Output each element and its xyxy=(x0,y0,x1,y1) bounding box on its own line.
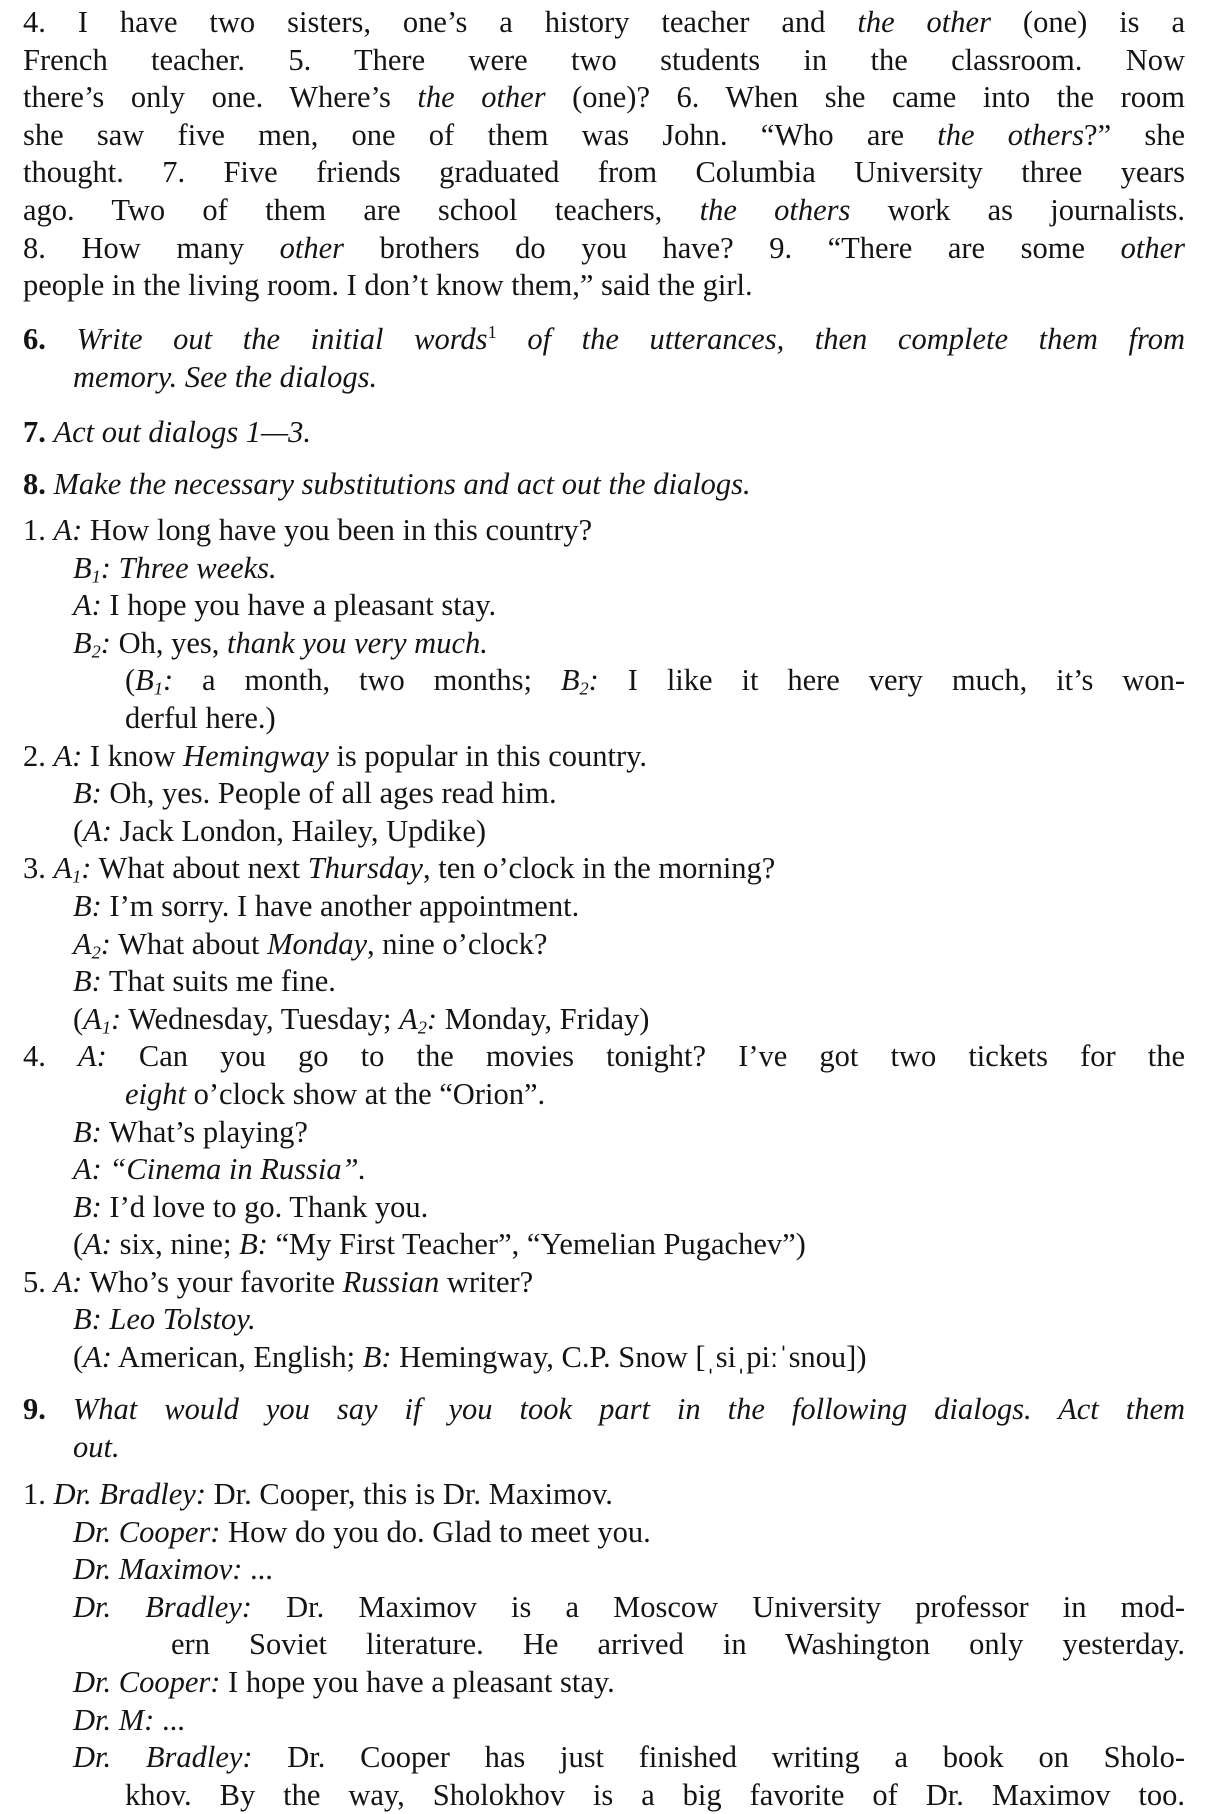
exercise-8-dialogs xyxy=(23,512,1185,1377)
speaker: A: xyxy=(73,1152,102,1187)
dialog-number: 3. xyxy=(23,851,46,886)
instruction: Make the necessary substitutions and act out the dialogs. xyxy=(53,467,751,501)
emphasis: thank you very much. xyxy=(227,625,488,660)
dialog-5-substitution: (A: American, English; B: Hemingway, C.P. Snow [ˌsiˌpiːˈsnou]) xyxy=(73,1340,867,1375)
dialog-1-line xyxy=(23,587,1185,625)
instruction: out. xyxy=(73,1429,120,1464)
speaker: B: xyxy=(73,1114,102,1149)
dialog-1-line xyxy=(23,625,1185,663)
exercise-number: 6. xyxy=(23,322,46,356)
speaker: Dr. Bradley: xyxy=(53,1477,206,1511)
dialog-3-line: $A_2$: What about Monday, nine o’clock? xyxy=(73,926,548,963)
text-run: 4. I have two sisters, one’s a history teacher and xyxy=(23,5,826,39)
exercise-9 xyxy=(23,1391,1185,1466)
speaker: Dr. Cooper: xyxy=(73,1514,221,1549)
speaker: A: xyxy=(73,588,102,623)
speaker: A: xyxy=(83,1227,112,1262)
emphasis: eight xyxy=(125,1076,186,1111)
dialog-line: Dr. Cooper: I hope you have a pleasant stay. xyxy=(73,1664,615,1699)
dialog-number: 2. xyxy=(23,738,46,773)
dialog-1-substitution: derful here.) xyxy=(125,700,276,735)
emphasis: Thursday xyxy=(307,851,423,886)
dialog-line: Dr. Bradley: Dr. Maximov is a Moscow University professor in mod- xyxy=(73,1589,1185,1624)
dialog-1-line xyxy=(23,550,1185,588)
emphasis: Hemingway xyxy=(183,738,329,773)
text-line xyxy=(23,466,1185,504)
exercise-number: 8. xyxy=(23,467,46,501)
speaker: Dr. M: xyxy=(73,1702,155,1737)
dialog-2-line: B: Oh, yes. People of all ages read him. xyxy=(73,776,557,811)
dialog-line: Dr. Bradley: Dr. Cooper has just finished writing a book on Sholo- xyxy=(73,1740,1185,1775)
text-line xyxy=(23,1391,1185,1429)
speaker: $B_2$: xyxy=(73,625,111,662)
emphasis: the others xyxy=(699,192,851,227)
speaker: B: xyxy=(73,888,102,923)
instruction: of the utterances, then complete them from xyxy=(527,322,1185,356)
text-line xyxy=(23,359,1185,397)
exercise-7 xyxy=(23,414,1185,452)
instruction: What would you say if you took part in the following dialogs. Act them xyxy=(72,1392,1185,1426)
dialog-5-line: 5. A: Who’s your favorite Russian writer? xyxy=(23,1264,534,1299)
speaker: A: xyxy=(83,813,112,848)
speaker: B: xyxy=(362,1340,392,1375)
text-line xyxy=(23,414,1185,452)
speaker: A: xyxy=(53,1264,83,1299)
dialog-line: Dr. Cooper: How do you do. Glad to meet you. xyxy=(73,1514,651,1549)
dialog-line: ern Soviet literature. He arrived in Washington only yesterday. xyxy=(171,1627,1185,1662)
dialog-2-line: 2. A: I know Hemingway is popular in this country. xyxy=(23,738,648,773)
utterance: How long have you been in this country? xyxy=(89,513,593,547)
text-line xyxy=(23,321,1185,359)
speaker: A: xyxy=(53,513,83,547)
speaker: $A_1$: xyxy=(53,851,92,887)
text-line: 8. How many other brothers do you have? 9. “There are some other xyxy=(23,230,1185,265)
dialog-3-line: B: I’m sorry. I have another appointment. xyxy=(73,888,580,923)
emphasis: other xyxy=(1120,230,1185,265)
text-line: there’s only one. Where’s the other (one)? 6. When she came into the room xyxy=(23,80,1185,115)
utterance: Oh, yes, xyxy=(118,625,220,660)
speaker: $A_2$: xyxy=(73,926,111,963)
dialog-4-line: eight o’clock show at the “Orion”. xyxy=(125,1076,546,1111)
dialog-number: 1. xyxy=(23,513,46,547)
exercise-8 xyxy=(23,466,1185,504)
speaker: B: xyxy=(73,964,102,999)
emphasis: the other xyxy=(417,80,546,115)
dialog-3-line: 3. $A_1$: What about next Thursday, ten o’clock in the morning? xyxy=(23,851,776,887)
speaker: $B_1$: xyxy=(73,550,111,587)
text-line: she saw five men, one of them was John. “Who are the others?” she xyxy=(23,117,1185,152)
emphasis: the other xyxy=(857,5,991,39)
speaker: A: xyxy=(83,1340,112,1375)
text-line: French teacher. 5. There were two students in the classroom. Now xyxy=(23,42,1185,77)
dialog-line: 1. Dr. Bradley: Dr. Cooper, this is Dr. Maximov. xyxy=(23,1477,613,1511)
dialog-4-line: B: I’d love to go. Thank you. xyxy=(73,1189,429,1224)
speaker: A: xyxy=(53,738,83,773)
dialog-number: 5. xyxy=(23,1264,46,1299)
text-line xyxy=(23,4,1185,42)
utterance: I hope you have a pleasant stay. xyxy=(109,588,497,623)
emphasis: other xyxy=(279,230,345,265)
dialog-2-substitution: (A: Jack London, Hailey, Updike) xyxy=(73,813,487,848)
dialog-line: Dr. M: ... xyxy=(73,1702,185,1737)
instruction: Act out dialogs 1—3. xyxy=(53,415,312,449)
speaker: A: xyxy=(78,1039,107,1074)
speaker: B: xyxy=(73,1189,102,1224)
dialog-number: 4. xyxy=(23,1039,46,1074)
text-line xyxy=(23,1429,1185,1467)
exercise-number: 9. xyxy=(23,1392,46,1426)
utterance: Three weeks. xyxy=(118,550,277,585)
dialog-1-substitution: ($B_1$: a month, two months; $B_2$: I like it here very much, it’s won- xyxy=(125,663,1185,699)
exercise-5-continuation xyxy=(23,4,1185,305)
instruction: Write out the initial words xyxy=(76,322,488,356)
emphasis: the others xyxy=(937,117,1085,152)
dialog-4-line xyxy=(23,1151,1185,1189)
dialog-5-line xyxy=(23,1301,1185,1339)
instruction: memory. See the dialogs. xyxy=(73,359,378,394)
dialog-3-substitution: ($A_1$: Wednesday, Tuesday; $A_2$: Monday, Friday) xyxy=(73,1001,650,1038)
exercise-number: 7. xyxy=(23,415,46,449)
emphasis: Russian xyxy=(342,1264,440,1299)
speaker: Dr. Bradley: xyxy=(73,1589,252,1624)
text-line: ago. Two of them are school teachers, the others work as journalists. xyxy=(23,192,1185,227)
speaker: Dr. Bradley: xyxy=(73,1740,253,1775)
dialog-number: 1. xyxy=(23,1477,46,1511)
speaker: Dr. Cooper: xyxy=(73,1664,221,1699)
emphasis: “Cinema in Russia”. xyxy=(109,1152,367,1187)
dialog-line: khov. By the way, Sholokhov is a big favorite of Dr. Maximov too. xyxy=(125,1777,1185,1812)
exercise-9-dialog-1 xyxy=(23,1476,1185,1814)
emphasis: Monday xyxy=(267,926,368,961)
dialog-1-line xyxy=(23,512,1185,550)
exercise-6 xyxy=(23,321,1185,396)
speaker: B: xyxy=(239,1227,268,1262)
dialog-3-line: B: That suits me fine. xyxy=(73,964,336,999)
footnote-mark: 1 xyxy=(487,321,497,342)
text-run: (one) is a xyxy=(1022,5,1185,39)
dialog-line: Dr. Maximov: ... xyxy=(73,1552,273,1587)
speaker: B: xyxy=(73,1302,102,1337)
dialog-4-line: B: What’s playing? xyxy=(73,1114,308,1149)
speaker: B: xyxy=(73,776,102,811)
text-line: thought. 7. Five friends graduated from Columbia University three years xyxy=(23,155,1185,190)
speaker: Dr. Maximov: xyxy=(73,1552,243,1587)
dialog-4-substitution: (A: six, nine; B: “My First Teacher”, “Yemelian Pugachev”) xyxy=(73,1227,806,1262)
dialog-4-line: 4. A: Can you go to the movies tonight? I’ve got two tickets for the xyxy=(23,1039,1185,1074)
emphasis: Leo Tolstoy. xyxy=(109,1302,256,1337)
text-line: people in the living room. I don’t know them,” said the girl. xyxy=(23,268,753,303)
